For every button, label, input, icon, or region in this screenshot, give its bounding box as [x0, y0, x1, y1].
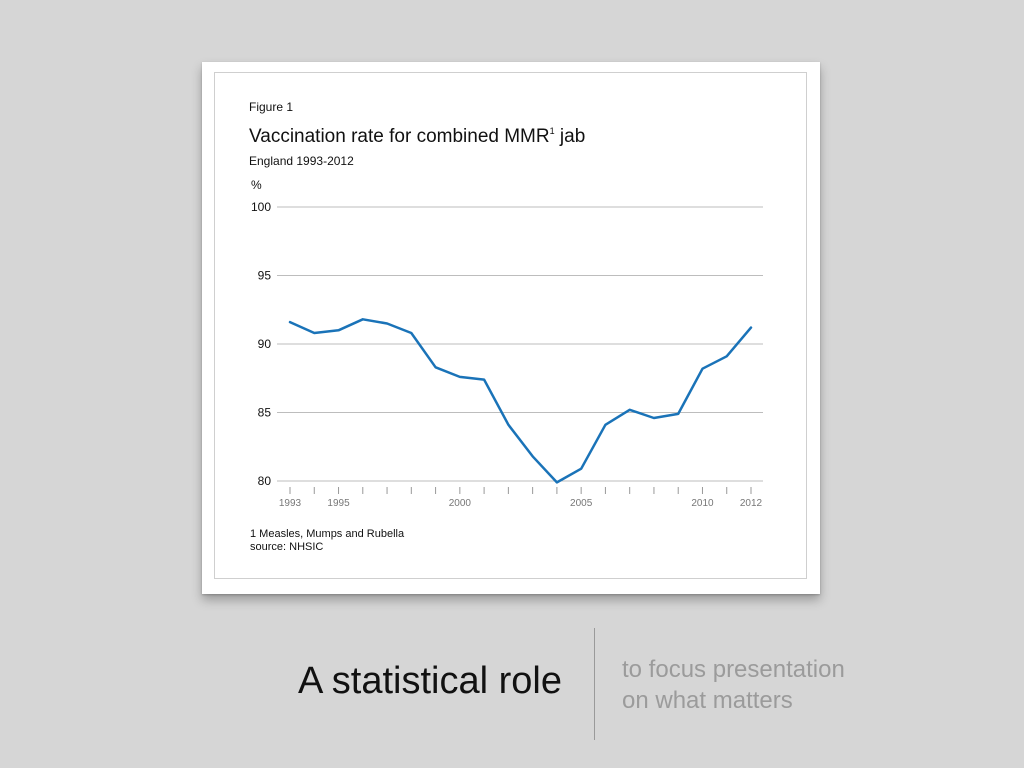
figure-card [202, 62, 820, 594]
y-tick-label: 80 [257, 474, 271, 488]
vaccination-line-chart [202, 62, 820, 594]
x-tick-label: 2005 [570, 498, 593, 509]
slide-subline-line-1: to focus presentation [622, 656, 845, 683]
chart-title [249, 126, 585, 147]
chart-title-suffix: jab [554, 126, 586, 147]
slide-subline [622, 654, 922, 716]
x-tick-label: 2000 [448, 498, 471, 509]
y-tick-label: 100 [250, 200, 271, 214]
x-tick-label: 2010 [691, 498, 714, 509]
y-axis-unit-label: % [251, 178, 262, 192]
x-tick-label: 1995 [327, 498, 350, 509]
y-tick-label: 95 [257, 268, 271, 283]
source-note: source: NHSIC [250, 541, 324, 553]
y-tick-label: 90 [257, 337, 271, 351]
slide-headline: A statistical role [298, 660, 562, 702]
chart-subtitle: England 1993-2012 [249, 154, 354, 168]
chart-title-superscript: 1 [549, 126, 555, 136]
vertical-divider [594, 628, 595, 740]
x-tick-label: 1993 [278, 498, 302, 509]
slide-subline-line-2: on what matters [622, 687, 793, 714]
footnote: 1 Measles, Mumps and Rubella [250, 528, 405, 540]
y-tick-label: 85 [257, 405, 271, 420]
chart-title-main: Vaccination rate for combined MMR [249, 126, 550, 147]
figure-label: Figure 1 [249, 100, 294, 114]
x-tick-label: 2012 [739, 498, 763, 509]
